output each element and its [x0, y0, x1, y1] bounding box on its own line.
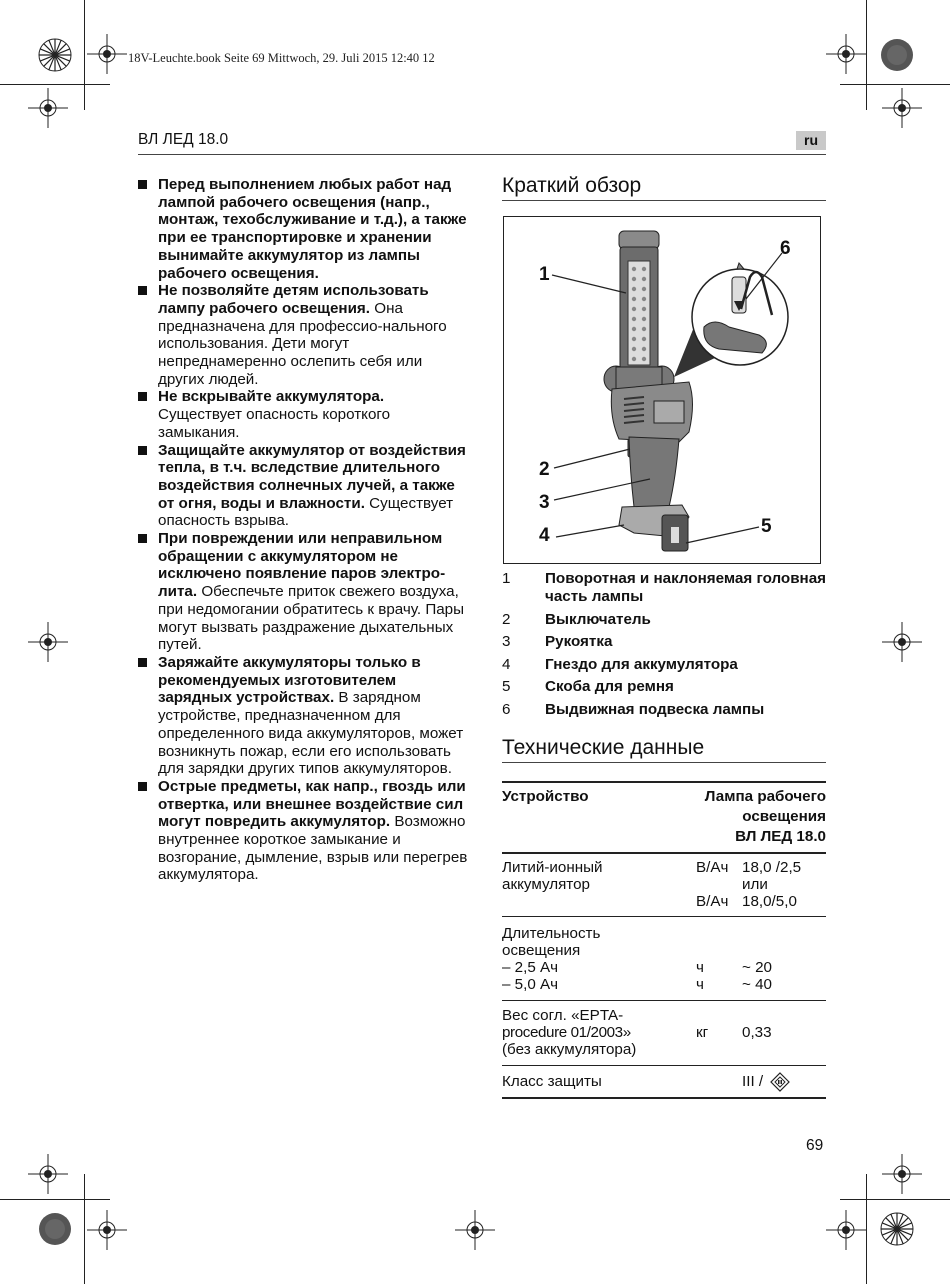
legend-text: Поворотная и наклоняемая головная часть лампы: [545, 570, 827, 605]
legend-number: 6: [502, 700, 511, 718]
section-rule: [502, 200, 826, 201]
product-figure: [503, 216, 821, 564]
crop-line: [84, 1174, 85, 1284]
safety-item-bold: Перед выполнением любых работ над лампой рабочего освещения (напр., монтаж, техобслуживание и т.д.), а также при ее транспортировке и хранении вынимайте аккумулятор из лампы рабочего освещения.: [158, 176, 467, 282]
table-rule: [502, 1097, 826, 1099]
battery-value: 18,0 /2,5: [742, 859, 802, 876]
battery-unit: В/Ач: [696, 893, 729, 910]
safety-item-bold: Не вскрывайте аккумулятора.: [158, 388, 385, 406]
safety-item: [138, 442, 468, 531]
battery-value: 18,0/5,0: [742, 893, 797, 910]
safety-item-text: Существует опасность короткого замыкания.: [158, 406, 391, 441]
page-header-title: ВЛ ЛЕД 18.0: [138, 131, 229, 148]
registration-mark-icon: [38, 38, 72, 72]
tech-data-title: Технические данные: [502, 736, 705, 759]
safety-item: [138, 530, 468, 654]
legend-item: [502, 701, 832, 719]
safety-item-bold: Не позволяйте детям использовать лампу рабочего освещения.: [158, 282, 429, 317]
light-duration-label: Длительность: [502, 925, 601, 942]
crosshair-mark-icon: [455, 1210, 495, 1250]
safety-item-text: Возможно внутреннее короткое замыкание и возгорание, дымление, взрыв или перегрев аккумулятора.: [158, 813, 468, 884]
light-duration-label: освещения: [502, 942, 581, 959]
legend-number: 1: [502, 570, 511, 587]
light-duration-value: ~ 20: [742, 959, 772, 976]
safety-item-text: Обеспечьте приток свежего воздуха, при недомогании обратитесь к врачу. Пары могут вызвать раздражение дыхательных путей.: [158, 583, 465, 654]
figure-label: 3: [539, 492, 550, 513]
bullet-icon: [138, 534, 147, 543]
table-rule: [502, 1000, 826, 1001]
safety-item: [138, 388, 468, 441]
legend-item: [502, 611, 832, 629]
figure-label: 5: [761, 516, 772, 537]
legend-item: [502, 656, 832, 674]
safety-item-bold: Защищайте аккумулятор от воздействия тепла, в т.ч. вследствие длительного воздействия солнечных лучей, а также от огня, воды и влажности.: [158, 441, 466, 512]
weight-label: (без аккумулятора): [502, 1041, 637, 1058]
safety-item-bold: Заряжайте аккумуляторы только в рекомендуемых изготовителем зарядных устройствах.: [158, 653, 421, 707]
legend-item: [502, 678, 832, 696]
protection-class-label: Класс защиты: [502, 1073, 602, 1090]
legend-number: 5: [502, 678, 511, 696]
weight-label: procedure 01/2003»: [502, 1024, 631, 1041]
light-duration-unit: ч: [696, 959, 704, 976]
legend-text: Гнездо для аккумулятора: [545, 655, 738, 673]
section-rule: [502, 762, 826, 763]
crosshair-mark-icon: [28, 88, 68, 128]
legend-text: Выдвижная подвеска лампы: [545, 700, 765, 718]
crosshair-mark-icon: [826, 34, 866, 74]
table-rule: [502, 916, 826, 917]
safety-item-text: В зарядном устройстве, предназначенном для определенного вида аккумуляторов, может возникнуть пожар, если его использовать для зарядки других типов аккумуляторов.: [158, 689, 464, 778]
crop-line: [84, 0, 85, 110]
battery-or: или: [742, 876, 768, 893]
header-rule: [138, 154, 826, 155]
legend-item: [502, 570, 832, 606]
safety-item: [138, 654, 468, 778]
work-lamp-illustration: [504, 217, 819, 562]
legend-item: [502, 633, 832, 651]
device-value-2: освещения: [742, 808, 826, 825]
file-info-line: 18V-Leuchte.book Seite 69 Mittwoch, 29. Juli 2015 12:40 12: [128, 51, 435, 65]
weight-label: Вес согл. «EPTA-: [502, 1007, 624, 1024]
crosshair-mark-icon: [28, 622, 68, 662]
table-rule: [502, 1065, 826, 1066]
crop-line: [866, 0, 867, 110]
light-duration-value: ~ 40: [742, 976, 772, 993]
crop-line: [840, 1199, 950, 1200]
bullet-icon: [138, 658, 147, 667]
safety-item-bold: При повреждении или неправильном обращении с аккумулятором не исключено появление паров электро-лита.: [158, 530, 446, 601]
table-rule: [502, 852, 826, 854]
weight-unit: кг: [696, 1024, 709, 1041]
legend-text: Выключатель: [545, 610, 651, 628]
safety-item-text: Существует опасность взрыва.: [158, 494, 454, 530]
legend-number: 3: [502, 633, 511, 651]
legend-text: Рукоятка: [545, 633, 613, 651]
bullet-icon: [138, 446, 147, 455]
battery-label: аккумулятор: [502, 876, 590, 893]
registration-mark-icon: [38, 1212, 72, 1246]
crop-line: [0, 1199, 110, 1200]
legend-text: Скоба для ремня: [545, 678, 674, 696]
figure-legend: [502, 570, 832, 724]
crosshair-mark-icon: [882, 88, 922, 128]
crosshair-mark-icon: [882, 1154, 922, 1194]
crop-line: [866, 1174, 867, 1284]
battery-unit: В/Ач: [696, 859, 729, 876]
light-duration-row: – 5,0 Ач: [502, 976, 559, 993]
bullet-icon: [138, 286, 147, 295]
page-number: 69: [806, 1137, 824, 1154]
figure-label: 1: [539, 264, 550, 285]
protection-class-icon: [770, 1072, 790, 1092]
bullet-icon: [138, 782, 147, 791]
registration-mark-icon: [880, 38, 914, 72]
crosshair-mark-icon: [87, 34, 127, 74]
crosshair-mark-icon: [87, 1210, 127, 1250]
figure-label: 4: [539, 525, 550, 546]
crop-line: [0, 84, 110, 85]
crosshair-mark-icon: [28, 1154, 68, 1194]
protection-class-value: III /: [742, 1073, 764, 1090]
safety-item: [138, 176, 468, 282]
legend-number: 4: [502, 655, 511, 673]
safety-item-text: Она предназначена для профессио-нального использования. Дети могут непреднамеренно ослепить себя или других людей.: [158, 299, 447, 388]
battery-label: Литий-ионный: [502, 859, 603, 876]
figure-label: 6: [780, 238, 791, 259]
device-label: Устройство: [502, 788, 589, 805]
language-tag: ru: [796, 131, 826, 150]
light-duration-row: – 2,5 Ач: [502, 959, 559, 976]
crop-line: [840, 84, 950, 85]
light-duration-unit: ч: [696, 976, 704, 993]
weight-value: 0,33: [742, 1024, 772, 1041]
bullet-icon: [138, 180, 147, 189]
registration-mark-icon: [880, 1212, 914, 1246]
figure-label: 2: [539, 459, 550, 480]
legend-number: 2: [502, 610, 511, 628]
safety-item: [138, 282, 468, 388]
safety-instructions: [138, 176, 468, 884]
crosshair-mark-icon: [882, 622, 922, 662]
safety-item: [138, 778, 468, 884]
bullet-icon: [138, 392, 147, 401]
device-value-1: Лампа рабочего: [704, 788, 826, 805]
safety-item-bold: Острые предметы, как напр., гвоздь или отвертка, или внешнее воздействие сил могут повредить аккумулятор.: [158, 777, 466, 831]
table-rule: [502, 781, 826, 783]
overview-title: Краткий обзор: [502, 174, 642, 197]
crosshair-mark-icon: [826, 1210, 866, 1250]
device-value-3: ВЛ ЛЕД 18.0: [735, 828, 826, 845]
